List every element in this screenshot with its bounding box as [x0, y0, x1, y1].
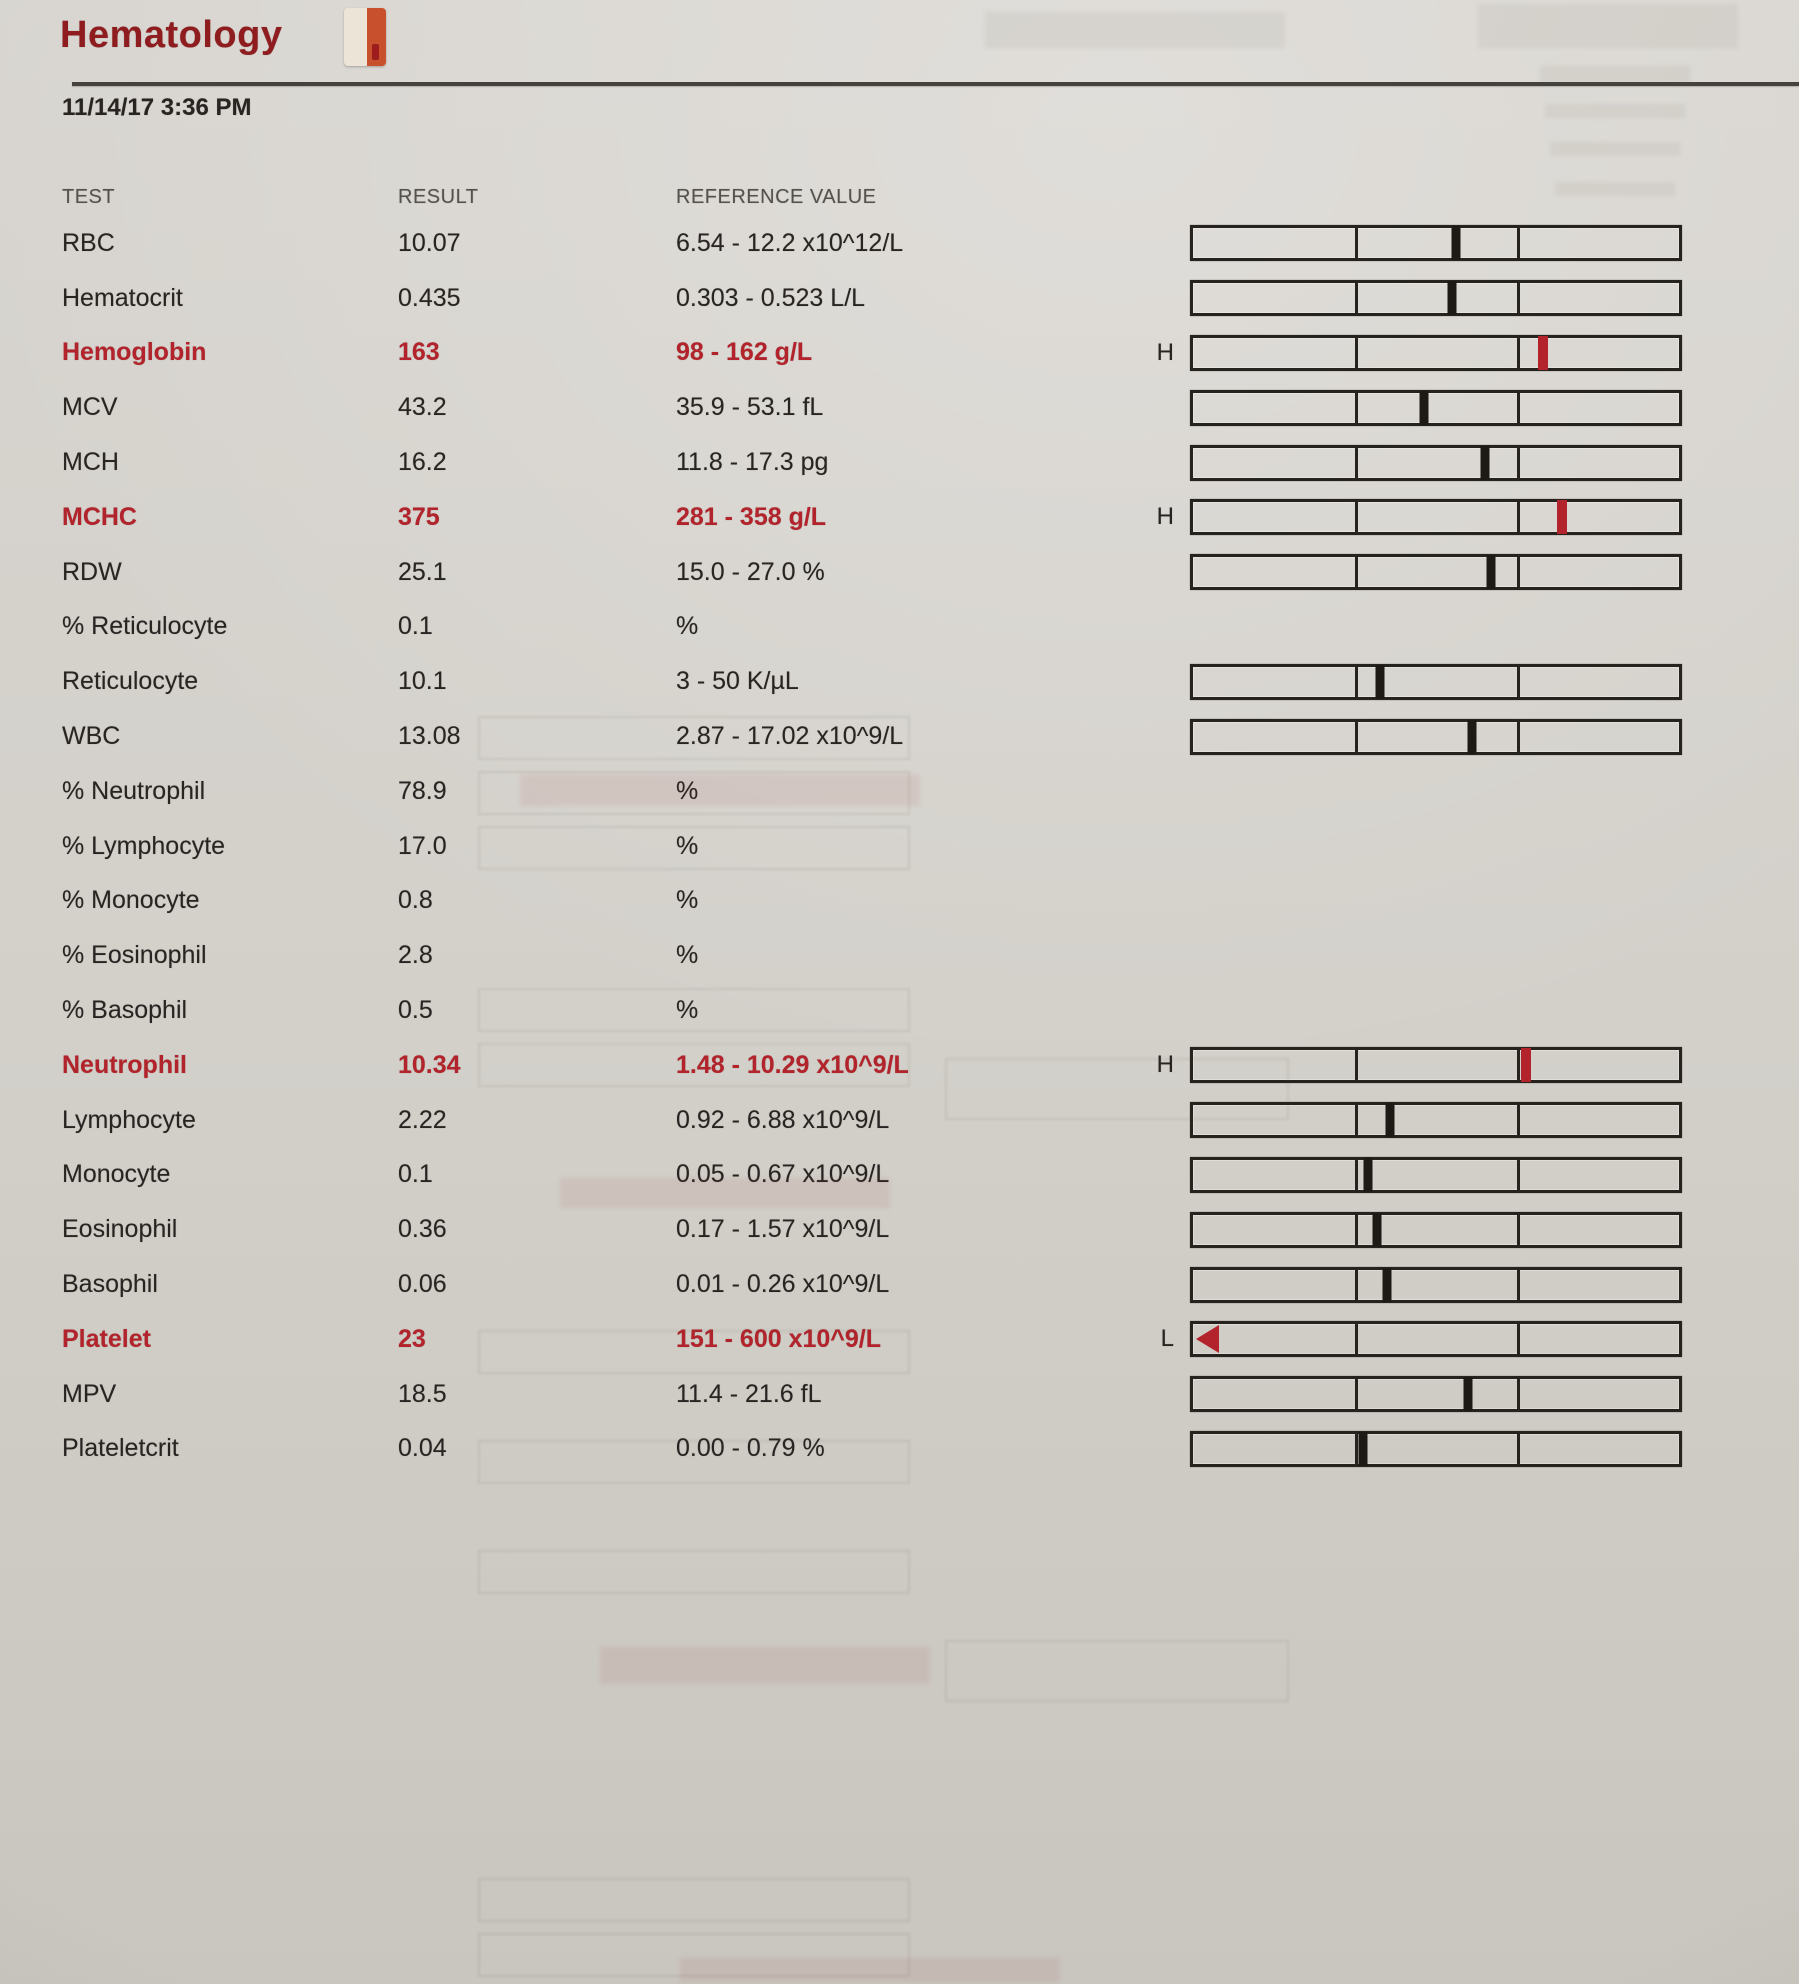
bleed-through-artifact	[478, 1440, 910, 1484]
range-bar	[1190, 1267, 1682, 1303]
section-title: Hematology	[60, 14, 283, 56]
reference-range: 98 - 162 g/L	[676, 338, 813, 367]
result-value: 18.5	[398, 1379, 447, 1408]
result-value: 25.1	[398, 557, 447, 586]
bleed-through-artifact	[560, 1178, 890, 1208]
reference-range: %	[676, 612, 699, 641]
lab-row	[0, 654, 1799, 709]
result-marker	[1467, 720, 1476, 754]
test-name: MPV	[62, 1379, 117, 1408]
range-bar	[1190, 390, 1682, 426]
reference-range: %	[676, 886, 699, 915]
bleed-through-artifact	[945, 1640, 1289, 1702]
reference-range: 1.48 - 10.29 x10^9/L	[676, 1050, 909, 1079]
bleed-through-artifact	[520, 774, 920, 806]
lab-row	[0, 1202, 1799, 1257]
range-divider	[1517, 227, 1520, 259]
result-marker	[1383, 1268, 1392, 1302]
range-divider	[1517, 556, 1520, 588]
column-header-result: RESULT	[398, 186, 479, 208]
reference-range: 0.303 - 0.523 L/L	[676, 283, 866, 312]
column-header-test: TEST	[62, 186, 116, 208]
reference-range: 11.4 - 21.6 fL	[676, 1379, 822, 1408]
lab-row	[0, 1367, 1799, 1422]
range-divider	[1355, 501, 1358, 533]
range-divider	[1355, 227, 1358, 259]
range-divider	[1355, 1378, 1358, 1410]
range-divider	[1355, 1104, 1358, 1136]
reference-range: 0.92 - 6.88 x10^9/L	[676, 1105, 890, 1134]
result-marker	[1448, 281, 1457, 315]
title-divider-rule	[72, 82, 1799, 86]
range-divider	[1355, 392, 1358, 424]
result-value: 0.435	[398, 283, 461, 312]
lab-row	[0, 435, 1799, 490]
range-divider	[1517, 666, 1520, 698]
abnormal-flag: L	[1160, 1325, 1174, 1353]
test-name: WBC	[62, 722, 121, 751]
range-divider	[1355, 1433, 1358, 1465]
test-name: MCH	[62, 448, 119, 477]
below-range-arrow-icon	[1196, 1325, 1219, 1353]
result-value: 375	[398, 502, 440, 531]
result-value: 10.1	[398, 667, 447, 696]
bleed-through-artifact	[478, 1550, 910, 1594]
abnormal-flag: H	[1156, 503, 1174, 531]
lab-row	[0, 928, 1799, 983]
lab-row	[0, 216, 1799, 271]
reference-range: %	[676, 831, 699, 860]
range-divider	[1355, 1214, 1358, 1246]
range-divider	[1517, 447, 1520, 479]
range-divider	[1517, 721, 1520, 753]
test-name: % Monocyte	[62, 886, 200, 915]
test-name: % Eosinophil	[62, 941, 207, 970]
reference-range: 6.54 - 12.2 x10^12/L	[676, 228, 904, 257]
test-name: % Neutrophil	[62, 776, 206, 805]
range-bar	[1190, 225, 1682, 261]
range-bar	[1190, 280, 1682, 316]
bleed-through-artifact	[600, 1646, 930, 1684]
reference-range: %	[676, 941, 699, 970]
reference-range: 15.0 - 27.0 %	[676, 557, 825, 586]
abnormal-flag: H	[1156, 338, 1174, 366]
result-value: 0.5	[398, 996, 433, 1025]
result-marker	[1363, 1158, 1372, 1192]
range-divider	[1517, 337, 1520, 369]
range-bar	[1190, 719, 1682, 755]
range-bar	[1190, 664, 1682, 700]
range-divider	[1355, 721, 1358, 753]
lab-row	[0, 1257, 1799, 1312]
result-marker	[1359, 1432, 1368, 1466]
result-value: 0.36	[398, 1215, 447, 1244]
test-name: Eosinophil	[62, 1215, 178, 1244]
lab-row	[0, 326, 1799, 381]
test-name: Monocyte	[62, 1160, 171, 1189]
result-value: 0.06	[398, 1270, 447, 1299]
test-name: % Lymphocyte	[62, 831, 226, 860]
range-bar	[1190, 335, 1682, 371]
range-bar	[1190, 1431, 1682, 1467]
range-divider	[1517, 1269, 1520, 1301]
range-bar	[1190, 1376, 1682, 1412]
result-value: 13.08	[398, 722, 461, 751]
test-name: % Basophil	[62, 996, 188, 1025]
lab-row	[0, 874, 1799, 929]
bleed-through-artifact	[478, 1330, 910, 1374]
range-divider	[1355, 1323, 1358, 1355]
range-divider	[1355, 282, 1358, 314]
result-marker	[1538, 336, 1548, 370]
result-value: 43.2	[398, 393, 447, 422]
result-value: 16.2	[398, 448, 447, 477]
test-name: RBC	[62, 228, 115, 257]
range-divider	[1517, 501, 1520, 533]
reference-range: 281 - 358 g/L	[676, 502, 827, 531]
range-divider	[1355, 666, 1358, 698]
range-bar	[1190, 445, 1682, 481]
range-divider	[1355, 337, 1358, 369]
range-divider	[1355, 1159, 1358, 1191]
result-marker	[1372, 1213, 1381, 1247]
test-name: Platelet	[62, 1324, 151, 1353]
result-value: 2.22	[398, 1105, 447, 1134]
result-value: 23	[398, 1324, 426, 1353]
test-name: Neutrophil	[62, 1050, 187, 1079]
test-name: Hematocrit	[62, 283, 183, 312]
test-name: MCV	[62, 393, 118, 422]
reference-range: %	[676, 996, 699, 1025]
test-name: Basophil	[62, 1270, 158, 1299]
bleed-through-artifact	[1478, 4, 1738, 48]
range-divider	[1517, 1433, 1520, 1465]
bleed-through-artifact	[478, 716, 910, 760]
column-header-reference: REFERENCE VALUE	[676, 186, 877, 208]
result-value: 10.07	[398, 228, 461, 257]
bleed-through-artifact	[478, 988, 910, 1032]
range-bar	[1190, 1157, 1682, 1193]
bleed-through-artifact	[985, 12, 1285, 48]
bleed-through-artifact	[1555, 182, 1675, 196]
result-marker	[1419, 391, 1428, 425]
lab-row	[0, 271, 1799, 326]
reference-range: 151 - 600 x10^9/L	[676, 1324, 882, 1353]
reference-range: 11.8 - 17.3 pg	[676, 448, 829, 477]
range-divider	[1517, 1378, 1520, 1410]
range-divider	[1517, 1214, 1520, 1246]
range-divider	[1355, 1049, 1358, 1081]
test-name: Hemoglobin	[62, 338, 207, 367]
result-value: 2.8	[398, 941, 433, 970]
icon-mark	[372, 44, 379, 60]
bleed-through-artifact	[478, 1043, 910, 1087]
report-datetime: 11/14/17 3:36 PM	[62, 94, 252, 121]
test-name: Reticulocyte	[62, 667, 199, 696]
result-marker	[1463, 1377, 1472, 1411]
reference-range: 2.87 - 17.02 x10^9/L	[676, 722, 904, 751]
range-divider	[1355, 1269, 1358, 1301]
result-value: 0.1	[398, 1160, 433, 1189]
range-bar	[1190, 1212, 1682, 1248]
test-name: RDW	[62, 557, 122, 586]
bleed-through-artifact	[1540, 66, 1690, 82]
bleed-through-artifact	[1550, 142, 1680, 156]
reference-range: 0.01 - 0.26 x10^9/L	[676, 1270, 890, 1299]
reference-range: 35.9 - 53.1 fL	[676, 393, 824, 422]
result-value: 17.0	[398, 831, 447, 860]
bleed-through-artifact	[945, 1058, 1289, 1120]
bleed-through-artifact	[680, 1958, 1060, 1982]
lab-row	[0, 380, 1799, 435]
bleed-through-artifact	[478, 826, 910, 870]
range-bar	[1190, 1321, 1682, 1357]
test-name: MCHC	[62, 502, 137, 531]
lab-row	[0, 1093, 1799, 1148]
result-marker	[1521, 1048, 1531, 1082]
test-name: Lymphocyte	[62, 1105, 196, 1134]
result-value: 0.8	[398, 886, 433, 915]
range-bar	[1190, 554, 1682, 590]
lab-row	[0, 545, 1799, 600]
reference-range: 3 - 50 K/µL	[676, 667, 799, 696]
result-marker	[1375, 665, 1384, 699]
reference-range: %	[676, 776, 699, 805]
test-name: Plateletcrit	[62, 1434, 179, 1463]
range-divider	[1517, 1049, 1520, 1081]
result-marker	[1480, 446, 1489, 480]
range-divider	[1517, 1323, 1520, 1355]
lab-row	[0, 1148, 1799, 1203]
bleed-through-artifact	[478, 1878, 910, 1922]
result-value: 10.34	[398, 1050, 461, 1079]
range-divider	[1517, 1159, 1520, 1191]
range-divider	[1355, 556, 1358, 588]
test-name: % Reticulocyte	[62, 612, 228, 641]
abnormal-flag: H	[1156, 1051, 1174, 1079]
range-divider	[1517, 1104, 1520, 1136]
result-marker	[1557, 500, 1567, 534]
reference-range: 0.05 - 0.67 x10^9/L	[676, 1160, 890, 1189]
result-value: 78.9	[398, 776, 447, 805]
bleed-through-artifact	[1545, 104, 1685, 118]
reference-range: 0.17 - 1.57 x10^9/L	[676, 1215, 890, 1244]
range-divider	[1355, 447, 1358, 479]
hematology-icon	[344, 8, 386, 66]
result-marker	[1487, 555, 1496, 589]
range-bar	[1190, 499, 1682, 535]
result-value: 0.1	[398, 612, 433, 641]
result-value: 0.04	[398, 1434, 447, 1463]
range-divider	[1517, 282, 1520, 314]
result-marker	[1386, 1103, 1395, 1137]
result-value: 163	[398, 338, 440, 367]
lab-row	[0, 600, 1799, 655]
lab-row	[0, 490, 1799, 545]
range-divider	[1517, 392, 1520, 424]
result-marker	[1451, 226, 1460, 260]
reference-range: 0.00 - 0.79 %	[676, 1434, 825, 1463]
